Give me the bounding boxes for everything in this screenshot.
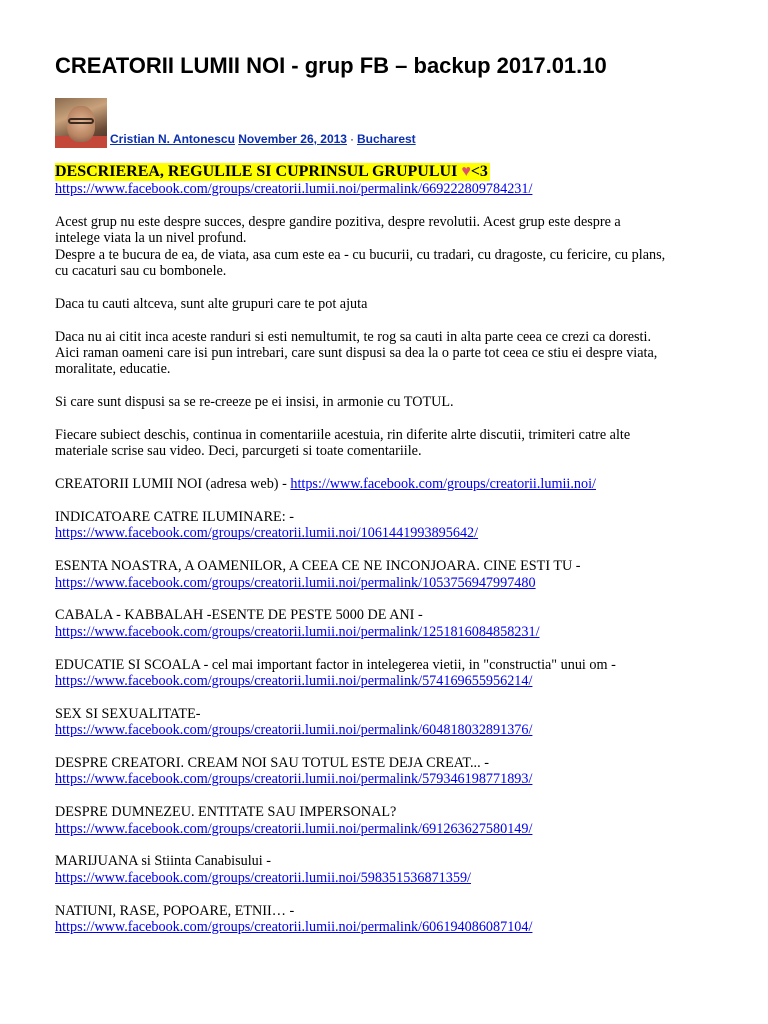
topic-label: NATIUNI, RASE, POPOARE, ETNII… -	[55, 902, 295, 919]
paragraph-line: materiale scrise sau video. Deci, parcurgeti si toate comentariile.	[55, 443, 422, 460]
topic-label: SEX SI SEXUALITATE-	[55, 705, 201, 722]
heart-icon: ♥	[461, 163, 471, 180]
author-link[interactable]: Cristian N. Antonescu	[110, 132, 235, 146]
topic-link[interactable]: https://www.facebook.com/groups/creatorii.lumii.noi/permalink/579346198771893/	[55, 771, 533, 788]
paragraph-line: Daca nu ai citit inca aceste randuri si esti nemultumit, te rog sa cauti in alta parte ceea ce crezi ca doresti.	[55, 328, 651, 345]
avatar-glasses	[68, 118, 94, 124]
topic-label: DESPRE DUMNEZEU. ENTITATE SAU IMPERSONAL?	[55, 804, 397, 821]
section-heading-text: DESCRIEREA, REGULILE SI CUPRINSUL GRUPULUI	[55, 163, 458, 180]
description-link[interactable]: https://www.facebook.com/groups/creatorii.lumii.noi/permalink/669222809784231/	[55, 181, 533, 197]
avatar-face	[67, 106, 95, 142]
topic-link[interactable]: https://www.facebook.com/groups/creatorii.lumii.noi/permalink/606194086087104/	[55, 919, 533, 936]
section-heading	[55, 163, 490, 181]
topic-label: CABALA - KABBALAH -ESENTE DE PESTE 5000 DE ANI -	[55, 607, 423, 624]
topic-label: DESPRE CREATORI. CREAM NOI SAU TOTUL ESTE DEJA CREAT... -	[55, 755, 489, 772]
topic-label: EDUCATIE SI SCOALA - cel mai important factor in intelegerea vietii, in "constructia" unui om -	[55, 656, 616, 673]
heart-suffix: <3	[470, 163, 488, 180]
paragraph-line: cu cacaturi sau cu bombonele.	[55, 263, 227, 280]
web-address-link[interactable]: https://www.facebook.com/groups/creatorii.lumii.noi/	[290, 476, 596, 493]
paragraph-line: Acest grup nu este despre succes, despre gandire pozitiva, despre revolutii. Acest grup este despre a	[55, 213, 621, 230]
paragraph: Si care sunt dispusi sa se re-creeze pe ei insisi, in armonie cu TOTUL.	[55, 394, 454, 411]
paragraph-line: Fiecare subiect deschis, continua in comentariile acestuia, rin diferite alrte discutii, trimiteri catre alte	[55, 427, 631, 444]
paragraph-line: Despre a te bucura de ea, de viata, asa cum este ea - cu bucurii, cu tradari, cu dragoste, cu fericire, cu plans,	[55, 246, 666, 263]
document-body	[55, 163, 745, 935]
paragraph-line: moralitate, educatie.	[55, 361, 171, 378]
byline	[55, 98, 416, 148]
paragraph: Daca tu cauti altceva, sunt alte grupuri care te pot ajuta	[55, 295, 368, 312]
date-link[interactable]: November 26, 2013	[238, 132, 347, 146]
byline-separator: ·	[349, 132, 354, 146]
location-link[interactable]: Bucharest	[356, 132, 416, 146]
topic-link[interactable]: https://www.facebook.com/groups/creatorii.lumii.noi/permalink/1053756947997480	[55, 574, 536, 591]
topic-link[interactable]: https://www.facebook.com/groups/creatorii.lumii.noi/permalink/604818032891376/	[55, 722, 533, 739]
topic-label: MARIJUANA si Stiinta Canabisului -	[55, 853, 271, 870]
author-avatar[interactable]	[55, 98, 107, 148]
web-address-label: CREATORII LUMII NOI (adresa web) -	[55, 476, 291, 493]
topic-link[interactable]: https://www.facebook.com/groups/creatorii.lumii.noi/permalink/574169655956214/	[55, 673, 533, 690]
topic-label: INDICATOARE CATRE ILUMINARE: -	[55, 509, 294, 526]
topic-link[interactable]: https://www.facebook.com/groups/creatorii.lumii.noi/permalink/691263627580149/	[55, 820, 533, 837]
web-address-line	[55, 476, 745, 492]
document-title: CREATORII LUMII NOI - grup FB – backup 2017.01.10	[55, 53, 607, 78]
paragraph-line: intelege viata la un nivel profund.	[55, 230, 247, 247]
topic-list	[55, 493, 745, 936]
paragraph-line: Aici raman oameni care isi pun intrebari, care sunt dispusi sa dea la o parte tot ceea ce stiu ei despre viata,	[55, 345, 658, 362]
topic-link[interactable]: https://www.facebook.com/groups/creatorii.lumii.noi/permalink/1251816084858231/	[55, 623, 540, 640]
topic-link[interactable]: https://www.facebook.com/groups/creatorii.lumii.noi/1061441993895642/	[55, 525, 479, 542]
topic-label: ESENTA NOASTRA, A OAMENILOR, A CEEA CE NE INCONJOARA. CINE ESTI TU -	[55, 558, 581, 575]
topic-link[interactable]: https://www.facebook.com/groups/creatorii.lumii.noi/598351536871359/	[55, 869, 471, 886]
byline-meta	[110, 132, 416, 148]
